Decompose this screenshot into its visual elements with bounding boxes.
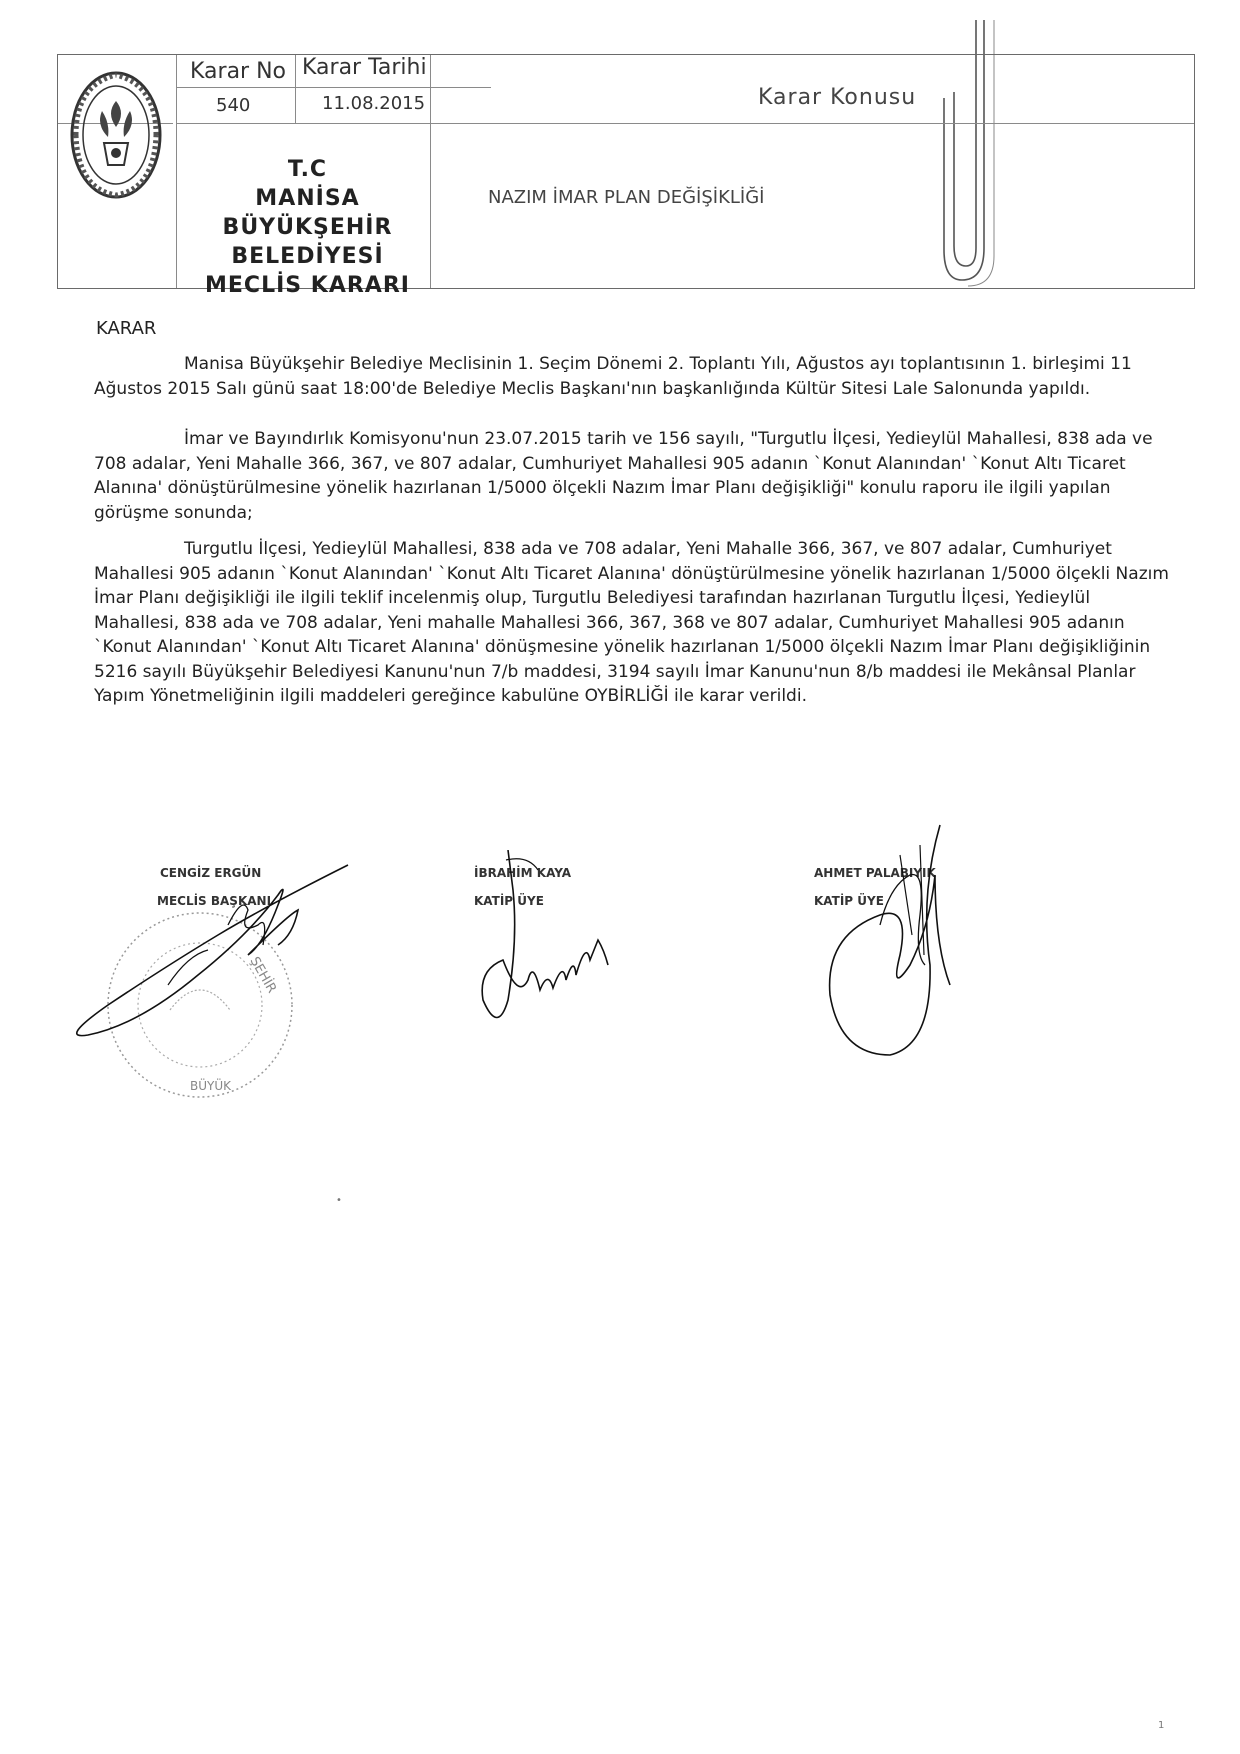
signatory-2-name: İBRAHİM KAYA <box>474 866 572 880</box>
org-line-2: MANİSA BÜYÜKŞEHİR <box>222 186 393 240</box>
org-line-4: MECLİS KARARI <box>205 273 410 298</box>
svg-text:ŞEHİR: ŞEHİR <box>246 954 280 996</box>
paragraph-commission-report: İmar ve Bayındırlık Komisyonu'nun 23.07.2015 tarih ve 156 sayılı, "Turgutlu İlçesi, Yedieylül Mahallesi, 838 ada ve 708 adalar, Yeni Mahalle 366, 367, ve 807 adalar, Cumhuriyet Mahallesi 905 adanın `Konut Alanından' `Konut Altı Ticaret Alanına' dönüştürülmesine yönelik hazırlanan 1/5000 ölçekli Nazım İmar Planı değişikliği" konulu raporu ile ilgili yapılan görüşme sonunda; <box>94 429 1153 523</box>
karar-konusu-label: Karar Konusu <box>758 85 917 110</box>
org-line-1: T.C <box>287 157 328 182</box>
signature-2-image <box>478 850 618 1050</box>
karar-heading: KARAR <box>96 318 157 339</box>
organization-title <box>180 155 435 300</box>
municipality-emblem <box>66 65 166 205</box>
signatory-3-name: AHMET PALABIYIK <box>814 866 936 880</box>
karar-no-value: 540 <box>216 95 251 116</box>
paragraph-decision: Turgutlu İlçesi, Yedieylül Mahallesi, 838 ada ve 708 adalar, Yeni Mahalle 366, 367, ve 807 adalar, Cumhuriyet Mahallesi 905 adanın `Konut Alanından' `Konut Altı Ticaret Alanına' dönüştürülmesine yönelik hazırlanan 1/5000 ölçekli Nazım İmar Planı değişikliği ile ilgili teklif incelenmiş olup, Turgutlu Belediyesi tarafından hazırlanan Turgutlu İlçesi, Yedieylül Mahallesi, 838 ada ve 708 adalar, Yeni mahalle Mahallesi 366, 367, 368 ve 807 adalar, Cumhuriyet Mahallesi 905 adanın `Konut Alanından' `Konut Altı Ticaret Alanına' dönüşmesine yönelik hazırlanan 1/5000 ölçekli Nazım İmar Planı değişikliğinin 5216 sayılı Büyükşehir Belediyesi Kanunu'nun 7/b maddesi, 3194 sayılı İmar Kanunu'nun 8/b maddesi ile Mekânsal Planlar Yapım Yönetmeliğinin ilgili maddeleri gereğince kabulüne OYBİRLİĞİ ile karar verildi. <box>94 539 1169 706</box>
paragraph-meeting-info: Manisa Büyükşehir Belediye Meclisinin 1. Seçim Dönemi 2. Toplantı Yılı, Ağustos ayı toplantısının 1. birleşimi 11 Ağustos 2015 Salı günü saat 18:00'de Belediye Meclis Başkanı'nın başkanlığında Kültür Sitesi Lale Salonunda yapıldı. <box>94 354 1132 399</box>
scan-speck: • <box>336 1195 342 1206</box>
karar-tarihi-label: Karar Tarihi <box>302 55 427 80</box>
decision-subject: NAZIM İMAR PLAN DEĞİŞİKLİĞİ <box>488 187 765 208</box>
signatory-1-title: MECLİS BAŞKANI <box>157 894 272 908</box>
page-mark: 1 <box>1158 1720 1165 1731</box>
svg-text:BÜYÜK: BÜYÜK <box>190 1079 231 1093</box>
karar-tarihi-value: 11.08.2015 <box>322 93 426 114</box>
signatory-3-title: KATİP ÜYE <box>814 894 884 908</box>
karar-no-label: Karar No <box>190 59 287 84</box>
signature-1-image <box>48 855 368 1055</box>
signatory-1-name: CENGİZ ERGÜN <box>160 866 262 880</box>
signatory-2-title: KATİP ÜYE <box>474 894 544 908</box>
org-line-3: BELEDİYESİ <box>231 244 384 269</box>
decision-header-table <box>57 54 1195 298</box>
signature-3-image <box>820 815 970 1075</box>
